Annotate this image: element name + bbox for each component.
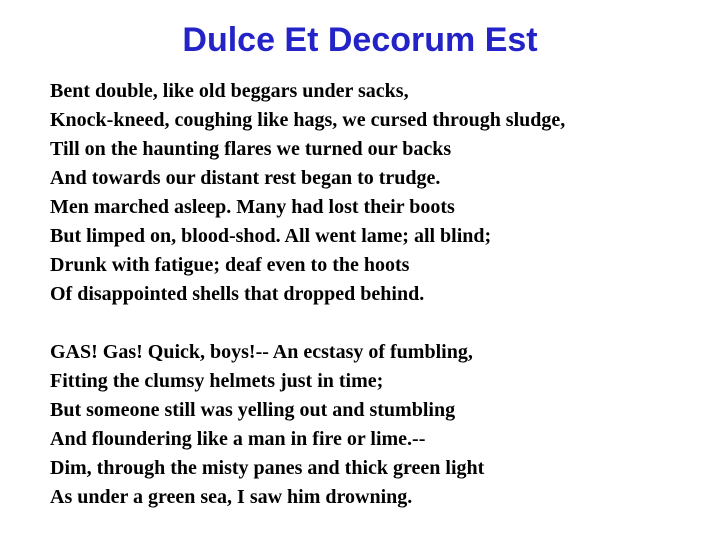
poem-line: But limped on, blood-shod. All went lame; all blind; <box>50 225 492 247</box>
poem-title: Dulce Et Decorum Est <box>182 21 538 59</box>
poem-line: GAS! Gas! Quick, boys!-- An ecstasy of fumbling, <box>50 341 473 363</box>
poem-line: But someone still was yelling out and stumbling <box>50 399 456 421</box>
poem-line: Bent double, like old beggars under sacks, <box>50 80 409 102</box>
poem-line: Knock-kneed, coughing like hags, we cursed through sludge, <box>50 109 566 131</box>
poem-line: Of disappointed shells that dropped behind. <box>50 283 425 305</box>
poem-line: Till on the haunting flares we turned our backs <box>50 138 452 160</box>
poem-line: Fitting the clumsy helmets just in time; <box>50 370 384 392</box>
stanza-2 <box>50 338 484 512</box>
poem-line: Dim, through the misty panes and thick green light <box>50 457 485 479</box>
poem-line: And floundering like a man in fire or lime.-- <box>50 428 426 450</box>
poem-line: Men marched asleep. Many had lost their boots <box>50 196 455 218</box>
poem-line: As under a green sea, I saw him drowning. <box>50 486 413 508</box>
stanza-1 <box>50 77 565 309</box>
poem-line: Drunk with fatigue; deaf even to the hoots <box>50 254 410 276</box>
poem-line: And towards our distant rest began to trudge. <box>50 167 441 189</box>
